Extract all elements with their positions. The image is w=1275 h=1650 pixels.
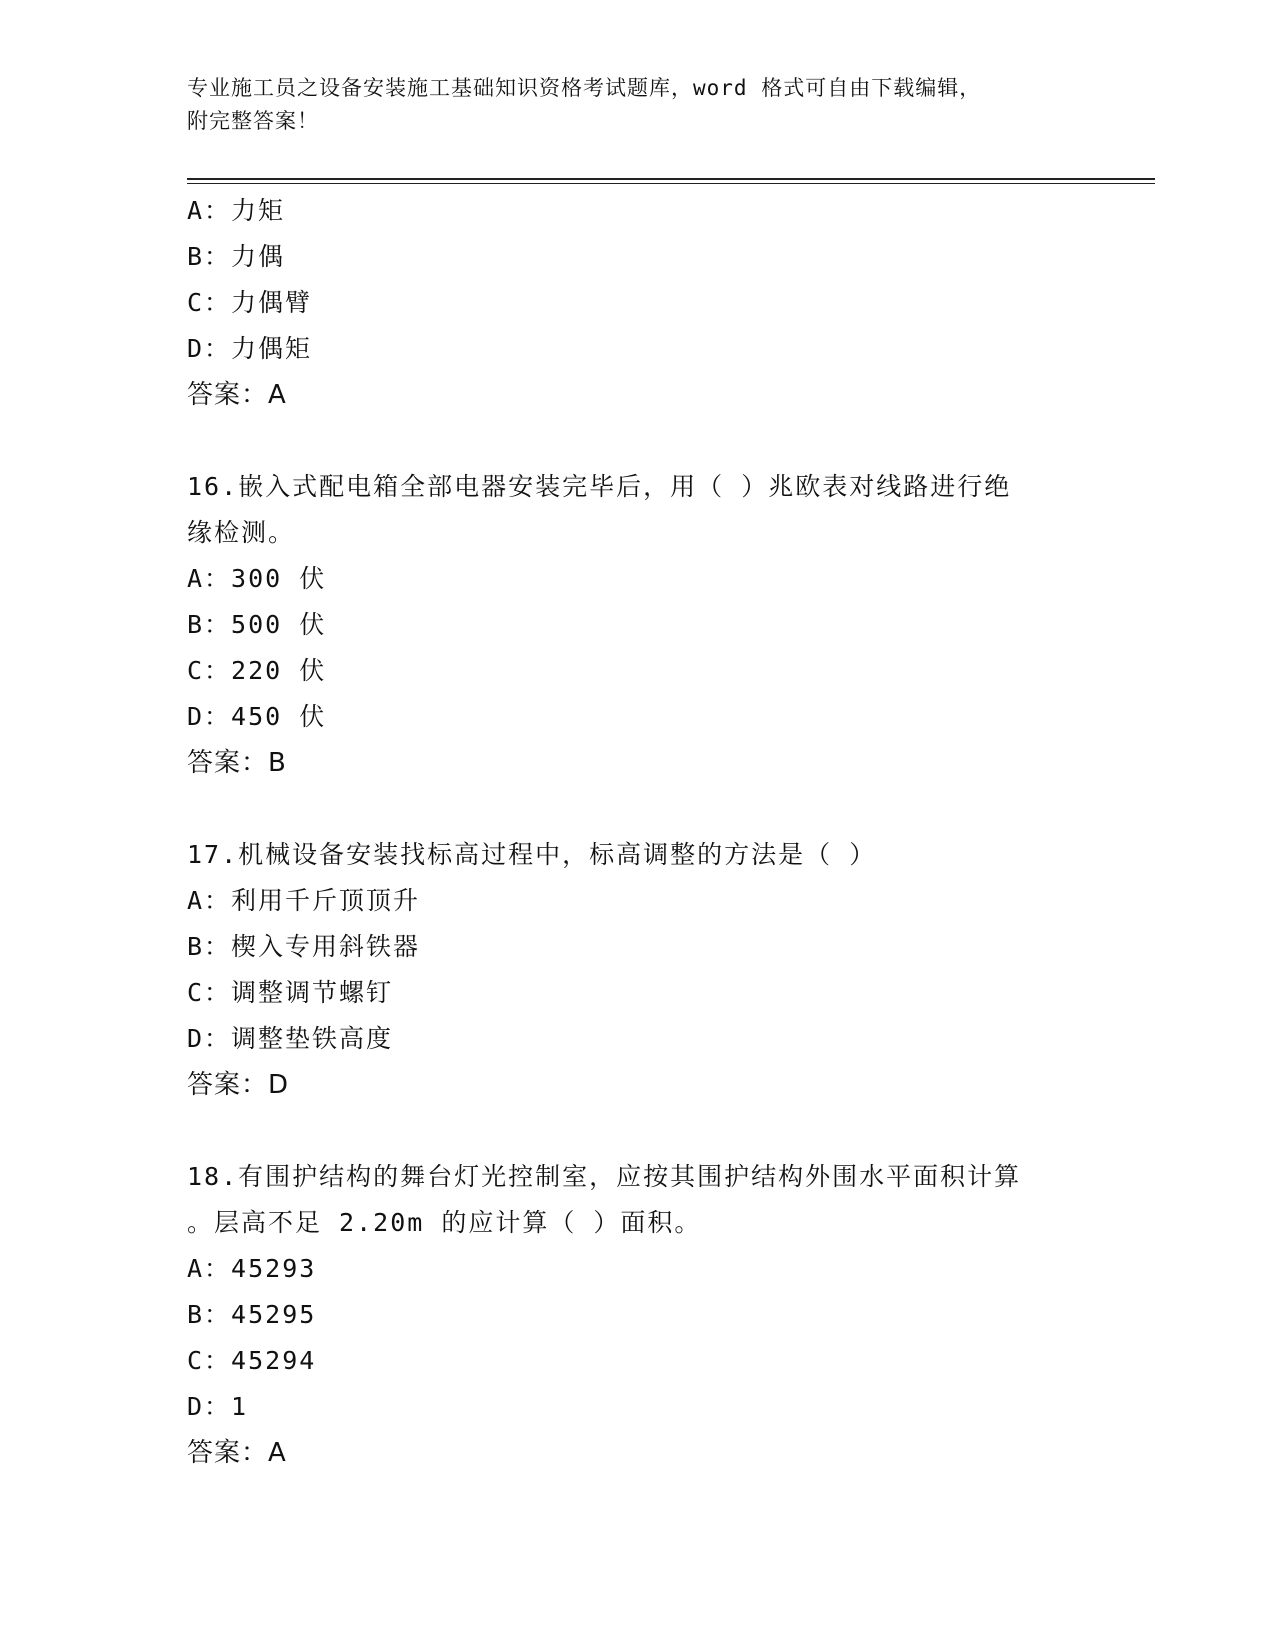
question-17 [187, 832, 1087, 1108]
header-line-2: 附完整答案！ [187, 109, 319, 133]
spacer [187, 1108, 1087, 1154]
option-c: C：调整调节螺钉 [187, 978, 394, 1007]
question-16 [187, 464, 1087, 786]
option-b: B：45295 [187, 1300, 317, 1329]
spacer [187, 418, 1087, 464]
question-text-cont: 缘检测。 [187, 518, 296, 547]
option-c: C：力偶臂 [187, 288, 313, 317]
question-text: 18.有围护结构的舞台灯光控制室，应按其围护结构外围水平面积计算 [187, 1162, 1022, 1191]
question-text-cont: 。层高不足 2.20m 的应计算（ ）面积。 [187, 1208, 702, 1237]
header-line-1: 专业施工员之设备安装施工基础知识资格考试题库，word 格式可自由下载编辑， [187, 76, 982, 100]
option-a: A：300 伏 [187, 564, 327, 593]
option-c: C：220 伏 [187, 656, 327, 685]
option-d: D：450 伏 [187, 702, 327, 731]
option-b: B：楔入专用斜铁器 [187, 932, 421, 961]
question-list [187, 188, 1087, 1476]
option-a: A：45293 [187, 1254, 317, 1283]
option-a: A：利用千斤顶顶升 [187, 886, 421, 915]
header-divider-thin [187, 183, 1155, 184]
spacer [187, 786, 1087, 832]
header-divider-thick [187, 178, 1155, 180]
question-15-continuation [187, 188, 1087, 418]
answer-line: 答案：D [187, 1070, 290, 1100]
option-d: D：1 [187, 1392, 249, 1421]
answer-line: 答案：B [187, 748, 287, 778]
question-text: 16.嵌入式配电箱全部电器安装完毕后，用（ ）兆欧表对线路进行绝 [187, 472, 1012, 501]
document-header [187, 72, 1087, 138]
answer-line: 答案：A [187, 380, 287, 410]
option-c: C：45294 [187, 1346, 317, 1375]
question-text: 17.机械设备安装找标高过程中，标高调整的方法是（ ） [187, 840, 877, 869]
option-a: A：力矩 [187, 196, 286, 225]
question-18 [187, 1154, 1087, 1476]
option-b: B：力偶 [187, 242, 286, 271]
option-d: D：力偶矩 [187, 334, 313, 363]
option-d: D：调整垫铁高度 [187, 1024, 394, 1053]
answer-line: 答案：A [187, 1438, 287, 1468]
option-b: B：500 伏 [187, 610, 327, 639]
